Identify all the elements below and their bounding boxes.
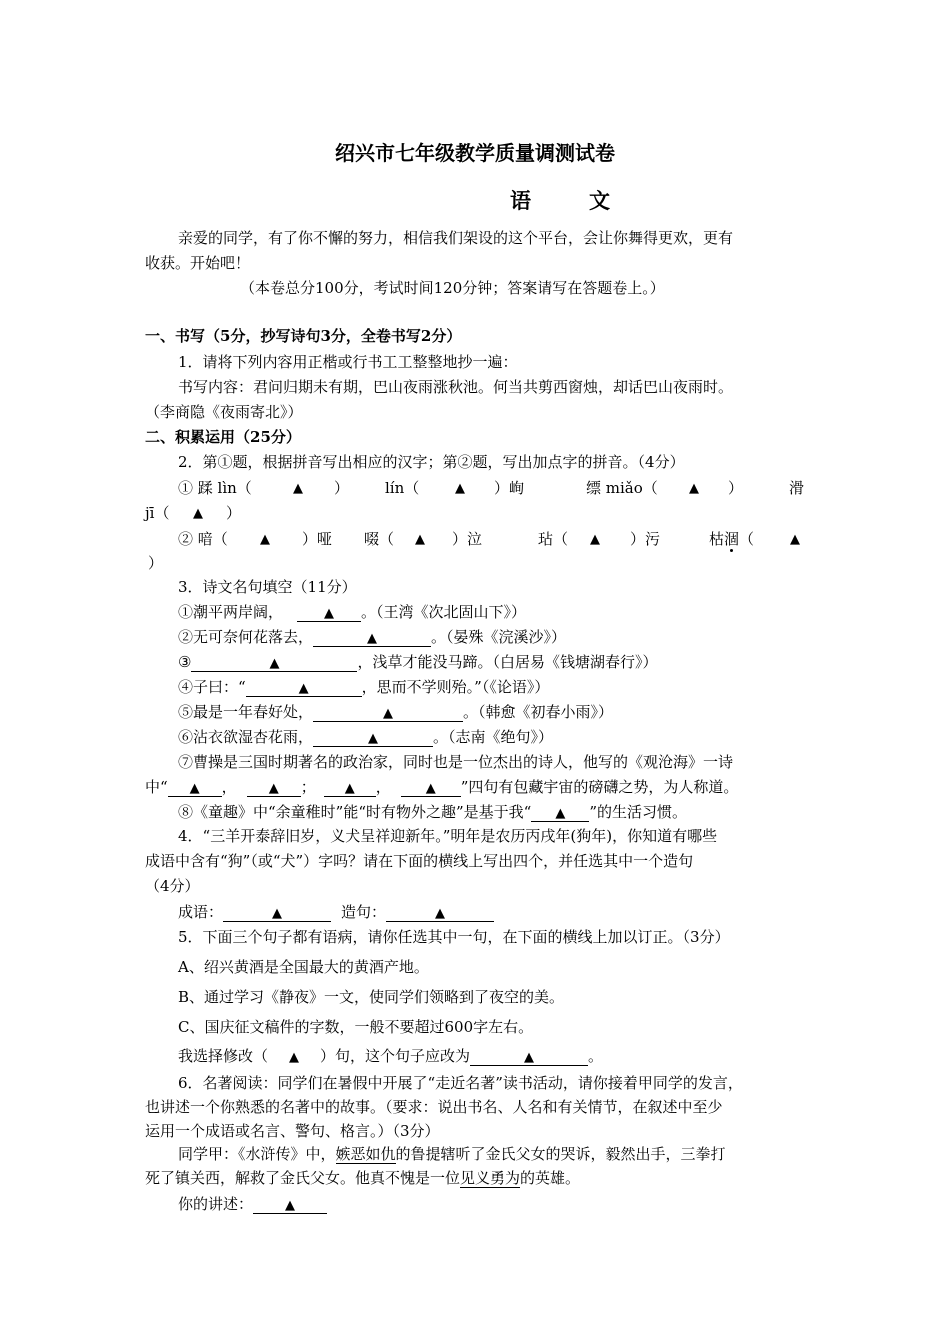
answer-mark: ▲: [455, 481, 465, 496]
emphasis-dot-char: 涸: [724, 530, 740, 548]
q2-row2-item-c: 玷（: [538, 530, 569, 548]
q2-row1-item-a: ① 蹂 lìn（: [178, 479, 252, 497]
question-6-line-2: 也讲述一个你熟悉的名著中的故事。（要求：说出书名、人名和有关情节，在叙述中至少: [145, 1098, 723, 1116]
poem-line-5: ⑤最是一年春好处， ▲ 。（韩愈《初春小雨》）: [178, 703, 614, 721]
answer-blank[interactable]: ▲: [313, 628, 431, 647]
q2-row1-item-b: lín（: [385, 479, 420, 497]
answer-mark: ▲: [293, 481, 303, 496]
question-3: 3．诗文名句填空（11分）: [178, 578, 357, 596]
intro-line-2: 收获。开始吧！: [145, 254, 251, 272]
q2-row1-close-e: ）: [226, 504, 242, 522]
answer-mark: ▲: [415, 532, 425, 547]
q2-row1-close-b: ）峋: [494, 479, 525, 497]
answer-blank[interactable]: ▲: [191, 653, 357, 672]
question-4-line-3: （4分）: [145, 877, 200, 895]
copy-content: 书写内容：君问归期未有期，巴山夜雨涨秋池。何当共剪西窗烛，却话巴山夜雨时。: [178, 378, 734, 396]
answer-blank[interactable]: ▲: [246, 678, 362, 697]
intro-line-1: 亲爱的同学，有了你不懈的努力，相信我们架设的这个平台，会让你舞得更欢，更有: [178, 229, 734, 247]
answer-mark: ▲: [689, 481, 699, 496]
question-6-line-1: 6．名著阅读：同学们在暑假中开展了“走近名著”读书活动，请你接着甲同学的发言，: [178, 1074, 743, 1092]
sentence-c: C、国庆征文稿件的字数，一般不要超过600字左右。: [178, 1018, 534, 1036]
idiom-answer-blank[interactable]: ▲: [223, 903, 331, 922]
sentence-answer-blank[interactable]: ▲: [386, 903, 494, 922]
answer-blank[interactable]: ▲: [313, 703, 463, 722]
poem-line-8: ⑧《童趣》中“余童稚时”能“时有物外之趣”是基于我“ ▲ ”的生活习惯。: [178, 803, 688, 821]
underlined-idiom: 嫉恶如仇: [335, 1145, 396, 1163]
underlined-idiom: 见义勇为: [460, 1169, 521, 1187]
poem-line-3: ③ ▲ ，浅草才能没马蹄。（白居易《钱塘湖春行》）: [178, 653, 658, 671]
poem-line-6: ⑥沾衣欲湿杏花雨， ▲ 。（志南《绝句》）: [178, 728, 554, 746]
your-story-line: 你的讲述： ▲: [178, 1194, 327, 1214]
poem-line-2: ②无可奈何花落去， ▲ 。（晏殊《浣溪沙》）: [178, 628, 567, 646]
poem-line-7b: 中“ ▲ ， ▲ ； ▲ ， ▲ ”四句有包藏宇宙的磅礴之势，为人称道。: [145, 778, 739, 796]
question-4-line-1: 4．“三羊开泰辞旧岁，义犬呈祥迎新年。”明年是农历丙戌年(狗年)，你知道有哪些: [178, 827, 718, 845]
exam-note: （本卷总分100分，考试时间120分钟；答案请写在答题卷上。）: [240, 279, 665, 297]
q5-answer-line: 我选择修改（ ▲ ）句，这个句子应改为 ▲ 。: [178, 1046, 603, 1068]
story-answer-blank[interactable]: ▲: [253, 1195, 327, 1214]
answer-blank[interactable]: ▲: [297, 603, 361, 622]
copy-content-source: （李商隐《夜雨寄北》）: [145, 403, 303, 421]
q2-row2-close-e: ）: [148, 554, 164, 572]
q2-row2-item-d: 枯涸（: [709, 530, 755, 548]
question-5: 5．下面三个句子都有语病，请你任选其中一句，在下面的横线上加以订正。（3分）: [178, 928, 730, 946]
answer-mark: ▲: [193, 506, 203, 521]
student-a-line-2: 死了镇关西，解救了金氏父女。他真不愧是一位见义勇为的英雄。: [145, 1169, 581, 1187]
sentence-b: B、通过学习《静夜》一文，使同学们领略到了夜空的美。: [178, 988, 565, 1006]
answer-mark: ▲: [790, 532, 800, 547]
question-6-line-3: 运用一个成语或名言、警句、格言。）（3分）: [145, 1122, 440, 1140]
q2-row2-close-b: ）泣: [452, 530, 483, 548]
answer-blank[interactable]: ▲: [313, 728, 433, 747]
correction-answer-blank[interactable]: ▲: [470, 1047, 588, 1066]
q2-row2-close-c: ）污: [630, 530, 661, 548]
question-1: 1．请将下列内容用正楷或行书工工整整地抄一遍：: [178, 353, 518, 371]
answer-blank[interactable]: ▲: [247, 778, 301, 797]
poem-line-7: ⑦曹操是三国时期著名的政治家，同时也是一位杰出的诗人，他写的《观沧海》一诗: [178, 753, 734, 771]
q2-row2-item-b: 啜（: [364, 530, 395, 548]
choice-blank[interactable]: ▲: [289, 1050, 300, 1065]
question-2: 2．第①题，根据拼音写出相应的汉字；第②题，写出加点字的拼音。（4分）: [178, 453, 685, 471]
q2-row1-close-a: ）: [334, 479, 350, 497]
subject-title: 语文: [510, 188, 668, 213]
answer-mark: ▲: [260, 532, 270, 547]
q2-row2-close-a: ）哑: [302, 530, 333, 548]
question-4-line-2: 成语中含有“狗”（或“犬”）字吗？请在下面的横线上写出四个，并任选其中一个造句: [145, 852, 694, 870]
section-1-heading: 一、书写（5分，抄写诗句3分，全卷书写2分）: [145, 327, 462, 345]
q2-row1-item-c: 缥 miǎo（: [586, 479, 658, 497]
poem-line-4: ④子曰：“ ▲ ，思而不学则殆。”（《论语》）: [178, 678, 550, 696]
exam-title: 绍兴市七年级教学质量调测试卷: [335, 141, 615, 165]
q2-row1-item-d: 滑: [789, 479, 805, 497]
student-a-line-1: 同学甲：《水浒传》中，嫉恶如仇的鲁提辖听了金氏父女的哭诉，毅然出手，三拳打: [178, 1145, 726, 1163]
q2-row2-item-a: ② 喑（: [178, 530, 228, 548]
answer-blank[interactable]: ▲: [324, 778, 376, 797]
answer-blank[interactable]: ▲: [531, 803, 589, 822]
answer-blank[interactable]: ▲: [168, 778, 222, 797]
q4-answer-line: 成语： ▲ 造句： ▲: [178, 902, 494, 922]
answer-blank[interactable]: ▲: [401, 778, 461, 797]
answer-mark: ▲: [590, 532, 600, 547]
q2-row1-close-c: ）: [728, 479, 744, 497]
q2-row1-item-e: jī（: [145, 504, 170, 522]
section-2-heading: 二、积累运用（25分）: [145, 428, 301, 446]
sentence-a: A、绍兴黄酒是全国最大的黄酒产地。: [178, 958, 429, 976]
poem-line-1: ①潮平两岸阔， ▲ 。（王湾《次北固山下》）: [178, 603, 527, 621]
